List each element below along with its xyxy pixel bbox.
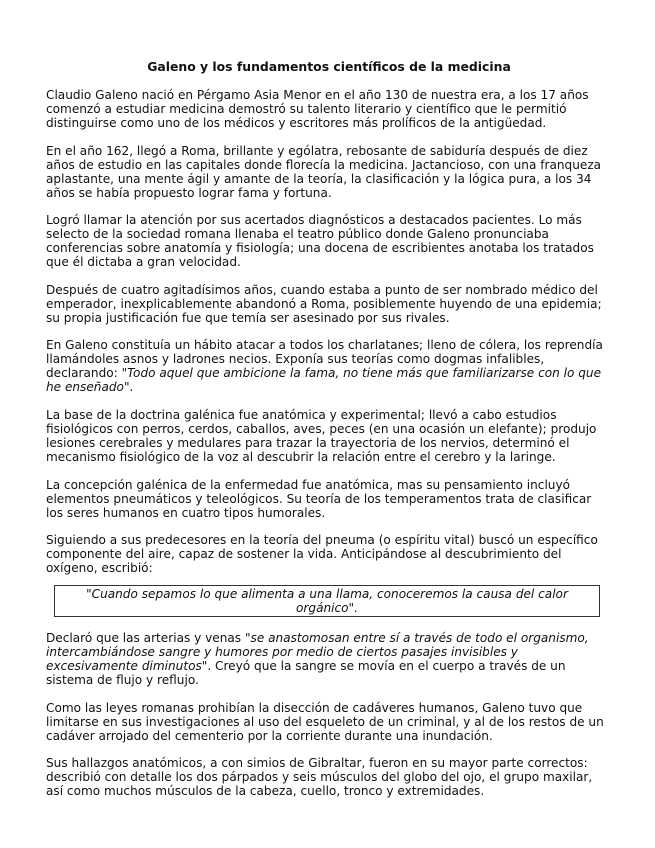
paragraph-dissection: Como las leyes romanas prohibían la disección de cadáveres humanos, Galeno tuvo que limitarse en sus investigaciones al uso del esqueleto de un criminal, y al de los restos de un cadáver arrojado del cementerio por la corriente durante una inundación. bbox=[46, 700, 604, 743]
paragraph-arteries-end: ". Creyó que la sangre se movía en el cuerpo a través de un sistema de flujo y reflujo. bbox=[46, 659, 566, 688]
paragraph-departure: Después de cuatro agitadísimos años, cuando estaba a punto de ser nombrado médico del emperador, inexplicablemente abandonó a Roma, posiblemente huyendo de una epidemia; su propia justificación fue que temía ser asesinado por sus rivales. bbox=[46, 282, 602, 325]
paragraph-charlatans-quote: Todo aquel que ambicione la fama, no tiene más que familiarizarse con lo que he enseñado bbox=[46, 366, 602, 395]
paragraph-rome-arrival: En el año 162, llegó a Roma, brillante y ególatra, rebosante de sabiduría después de diez años de estudio en las capitales donde florecía la medicina. Jactancioso, con una franqueza aplastante, una mente ágil y amante de la teoría, la clasificación y la lógica pura, a los 34 años se había propuesto lograr fama y fortuna. bbox=[46, 143, 602, 200]
paragraph-anatomy-findings: Sus hallazgos anatómicos, a con simios de Gibraltar, fueron en su mayor parte correctos: describió con detalle los dos párpados y seis músculos del globo del ojo, el grupo maxilar, así como muchos músculos de la cabeza, cuello, tronco y extremidades. bbox=[46, 756, 593, 799]
document-page bbox=[46, 60, 608, 812]
paragraph-arteries bbox=[46, 631, 608, 687]
paragraph-arteries-text: Declaró que las arterias y venas " bbox=[46, 631, 251, 646]
paragraph-diagnoses: Logró llamar la atención por sus acertados diagnósticos a destacados pacientes. Lo más selecto de la sociedad romana llenaba el teatro público donde Galeno pronunciaba conferencias sobre anatomía y fisiología; una docena de escribientes anotaba los tratados que él dictaba a gran velocidad. bbox=[46, 213, 594, 270]
paragraph-charlatans bbox=[46, 338, 608, 394]
paragraph-charlatans-end: ". bbox=[123, 380, 134, 395]
paragraph-charlatans-text: En Galeno constituía un hábito atacar a todos los charlatanes; lleno de cólera, los reprendía llamándoles asnos y ladrones necios. Exponía sus teorías como dogmas infalibles, declarando: " bbox=[46, 338, 603, 381]
document-title: Galeno y los fundamentos científicos de la medicina bbox=[147, 59, 511, 74]
paragraph-disease-concept: La concepción galénica de la enfermedad fue anatómica, mas su pensamiento incluyó elementos pneumáticos y teleológicos. Su teoría de los temperamentos trata de clasificar los seres humanos en cuatro tipos humorales. bbox=[46, 477, 592, 520]
paragraph-arteries-quote: se anastomosan entre sí a través de todo el organismo, intercambiándose sangre y humores por medio de ciertos pasajes invisibles y excesivamente diminutos bbox=[46, 631, 589, 674]
paragraph-pneuma: Siguiendo a sus predecesores en la teoría del pneuma (o espíritu vital) buscó un específico componente del aire, capaz de sostener la vida. Anticipándose al descubrimiento del oxígeno, escribió: bbox=[46, 533, 598, 576]
paragraph-doctrine: La base de la doctrina galénica fue anatómica y experimental; llevó a cabo estudios fisiológicos con perros, cerdos, caballos, aves, peces (en una ocasión un elefante); produjo lesiones cerebrales y medulares para trazar la trayectoria de los nervios, determinó el mecanismo fisiológico de la voz al descubrir la relación entre el cerebro y la laringe. bbox=[46, 407, 597, 464]
paragraph-birth: Claudio Galeno nació en Pérgamo Asia Menor en el año 130 de nuestra era, a los 17 años comenzó a estudiar medicina demostró su talento literario y científico que le permitió distinguirse como uno de los médicos y escritores más prolíficos de la antigüedad. bbox=[46, 88, 589, 130]
boxed-quote: "Cuando sepamos lo que alimenta a una llama, conoceremos la causa del calor orgánico". bbox=[54, 585, 600, 617]
